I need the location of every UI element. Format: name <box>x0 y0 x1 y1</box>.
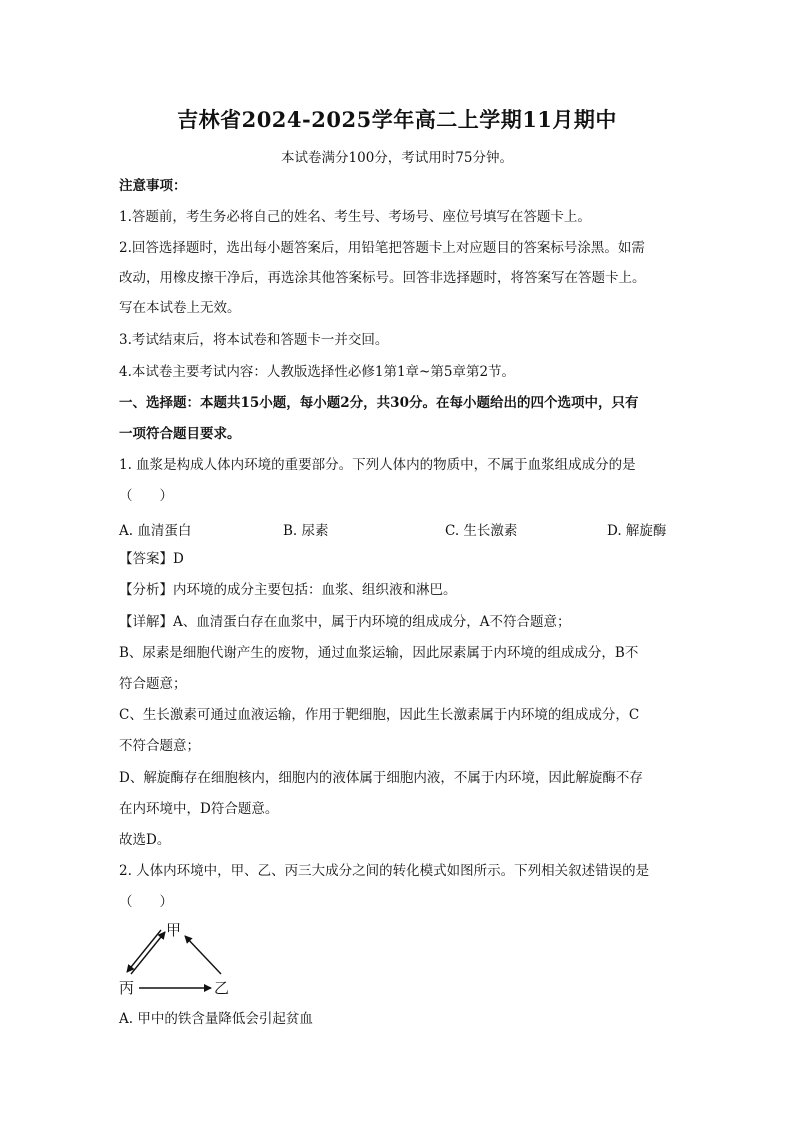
question-1-paren: （ ） <box>119 488 173 504</box>
arrow-jia-to-bing <box>127 930 161 972</box>
q1-detail-line: B、尿素是细胞代谢产生的废物，通过血浆运输，因此尿素属于内环境的组成成分，B不 <box>119 645 639 661</box>
diagram-label-top: 甲 <box>166 921 182 939</box>
notice-heading: 注意事项： <box>119 178 187 194</box>
q1-detail-line: 【详解】A、血清蛋白存在血浆中，属于内环境的组成成分，A不符合题意； <box>119 614 571 630</box>
q1-conclusion: 故选D。 <box>119 832 171 848</box>
diagram-label-left: 丙 <box>119 979 135 997</box>
exam-subtitle: 本试卷满分100分，考试用时75分钟。 <box>281 150 513 166</box>
q1-analysis: 【分析】内环境的成分主要包括：血浆、组织液和淋巴。 <box>119 582 457 598</box>
arrow-bing-to-jia <box>131 932 165 974</box>
q1-option-b: B. 尿素 <box>283 523 329 539</box>
question-2-paren: （ ） <box>119 894 173 910</box>
notice-line: 写在本试卷上无效。 <box>119 300 241 316</box>
arrow-yi-to-jia <box>185 936 221 974</box>
notice-line: 1.答题前，考生务必将自己的姓名、考生号、考场号、座位号填写在答题卡上。 <box>119 209 591 225</box>
q1-detail-line: 在内环境中，D符合题意。 <box>119 801 279 817</box>
notice-line: 4.本试卷主要考试内容：人教版选择性必修1第1章~第5章第2节。 <box>119 364 516 380</box>
q1-detail-line: C、生长激素可通过血液运输，作用于靶细胞，因此生长激素属于内环境的组成成分，C <box>119 707 640 723</box>
diagram-label-right: 乙 <box>214 979 230 997</box>
q1-detail-line: D、解旋酶存在细胞核内，细胞内的液体属于细胞内液，不属于内环境，因此解旋酶不存 <box>119 770 643 786</box>
section-heading-cont: 一项符合题目要求。 <box>119 426 241 442</box>
question-2-stem: 2. 人体内环境中，甲、乙、丙三大成分之间的转化模式如图所示。下列相关叙述错误的是 <box>119 863 650 879</box>
q1-option-a: A. 血清蛋白 <box>119 523 192 539</box>
q1-answer: 【答案】D <box>119 551 184 567</box>
notice-line: 改动，用橡皮擦干净后，再选涂其他答案标号。回答非选择题时，将答案写在答题卡上。 <box>119 270 646 286</box>
question-1-stem: 1. 血浆是构成人体内环境的重要部分。下列人体内的物质中，不属于血浆组成成分的是 <box>119 457 636 473</box>
section-heading: 一、选择题：本题共15小题，每小题2分，共30分。在每小题给出的四个选项中，只有 <box>119 395 639 411</box>
notice-line: 2.回答选择题时，选出每小题答案后，用铅笔把答题卡上对应题目的答案标号涂黑。如需 <box>119 240 645 256</box>
page-title: 吉林省2024-2025学年高二上学期11月期中 <box>177 107 617 132</box>
q1-detail-line: 不符合题意； <box>119 738 200 754</box>
q1-option-d: D. 解旋酶 <box>607 523 667 539</box>
q1-option-c: C. 生长激素 <box>445 523 518 539</box>
transformation-diagram <box>117 918 247 998</box>
notice-line: 3.考试结束后，将本试卷和答题卡一并交回。 <box>119 332 389 348</box>
q2-option-a: A. 甲中的铁含量降低会引起贫血 <box>119 1011 313 1027</box>
q1-detail-line: 符合题意； <box>119 676 187 692</box>
